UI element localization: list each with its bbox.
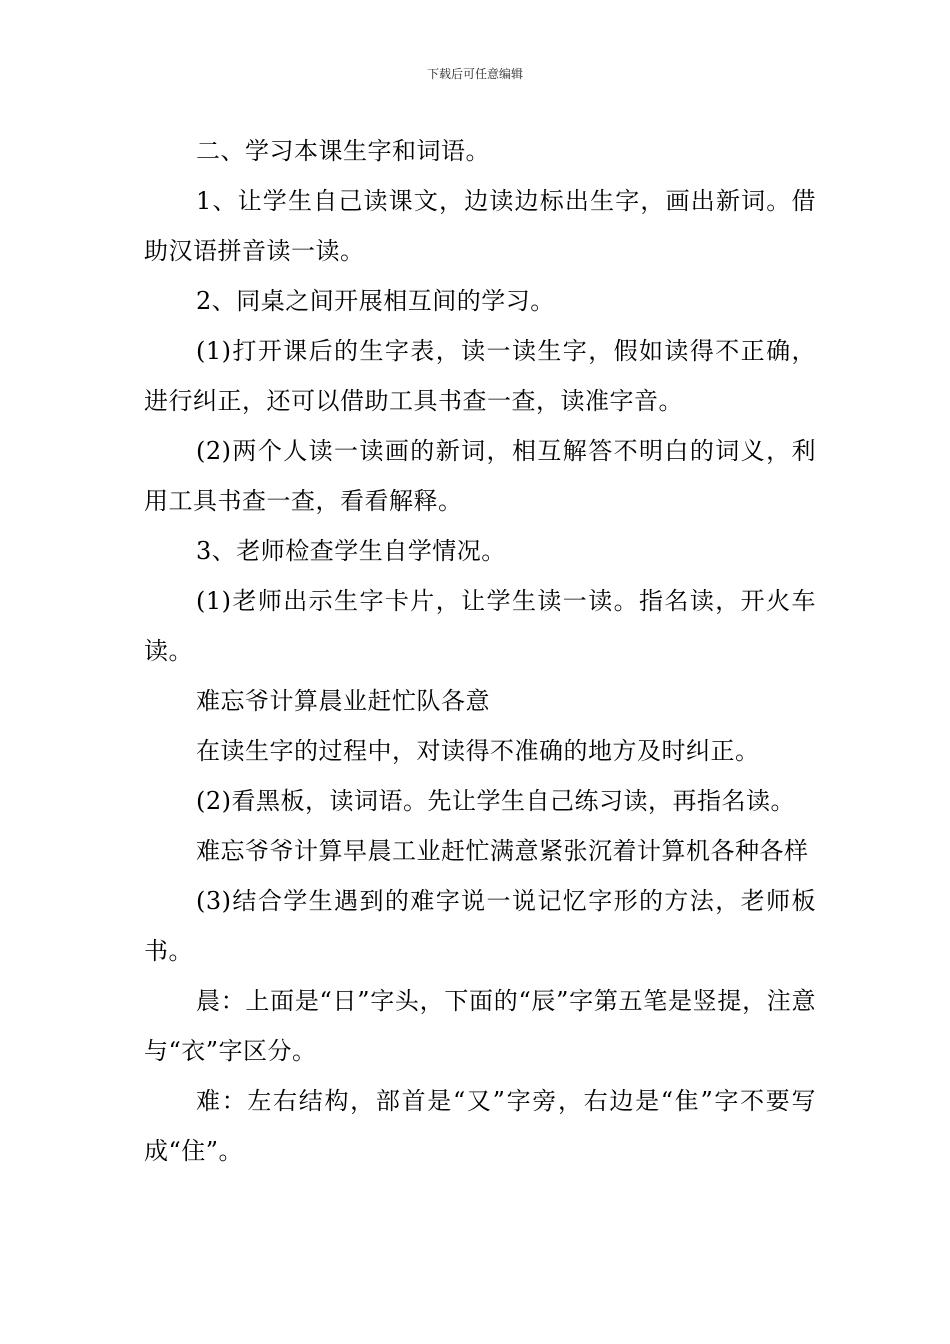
paragraph-step-3: 3、老师检查学生自学情况。 [196,537,506,565]
paragraph-step-2-item-2: (2)两个人读一读画的新词，相互解答不明白的词义，利用工具书查一查，看看解释。 [144,437,816,515]
paragraph-step-3-item-1: (1)老师出示生字卡片，让学生读一读。指名读，开火车读。 [144,587,816,665]
paragraph-step-2: 2、同桌之间开展相互间的学习。 [196,287,555,315]
paragraph-char-nan-note: 难：左右结构，部首是“又”字旁，右边是“隹”字不要写成“住”。 [144,1087,816,1165]
paragraph-character-list: 难忘爷计算晨业赶忙队各意 [196,687,490,715]
paragraph-char-chen-note: 晨：上面是“日”字头，下面的“辰”字第五笔是竖提，注意与“衣”字区分。 [144,987,816,1065]
paragraph-step-1: 1、让学生自己读课文，边读边标出生字，画出新词。借助汉语拼音读一读。 [144,187,816,265]
document-body [144,126,816,1176]
paragraph-step-3-item-2: (2)看黑板，读词语。先让学生自己练习读，再指名读。 [196,787,795,815]
paragraph-word-list: 难忘爷爷计算早晨工业赶忙满意紧张沉着计算机各种各样 [196,837,809,865]
paragraph-correction-note: 在读生字的过程中，对读得不准确的地方及时纠正。 [196,737,760,765]
paragraph-step-3-item-3: (3)结合学生遇到的难字说一说记忆字形的方法，老师板书。 [144,887,816,965]
page-header-note: 下载后可任意编辑 [426,67,523,81]
paragraph-section-heading: 二、学习本课生字和词语。 [196,137,490,165]
paragraph-step-2-item-1: (1)打开课后的生字表，读一读生字，假如读得不正确，进行纠正，还可以借助工具书查一查，读准字音。 [144,337,816,415]
